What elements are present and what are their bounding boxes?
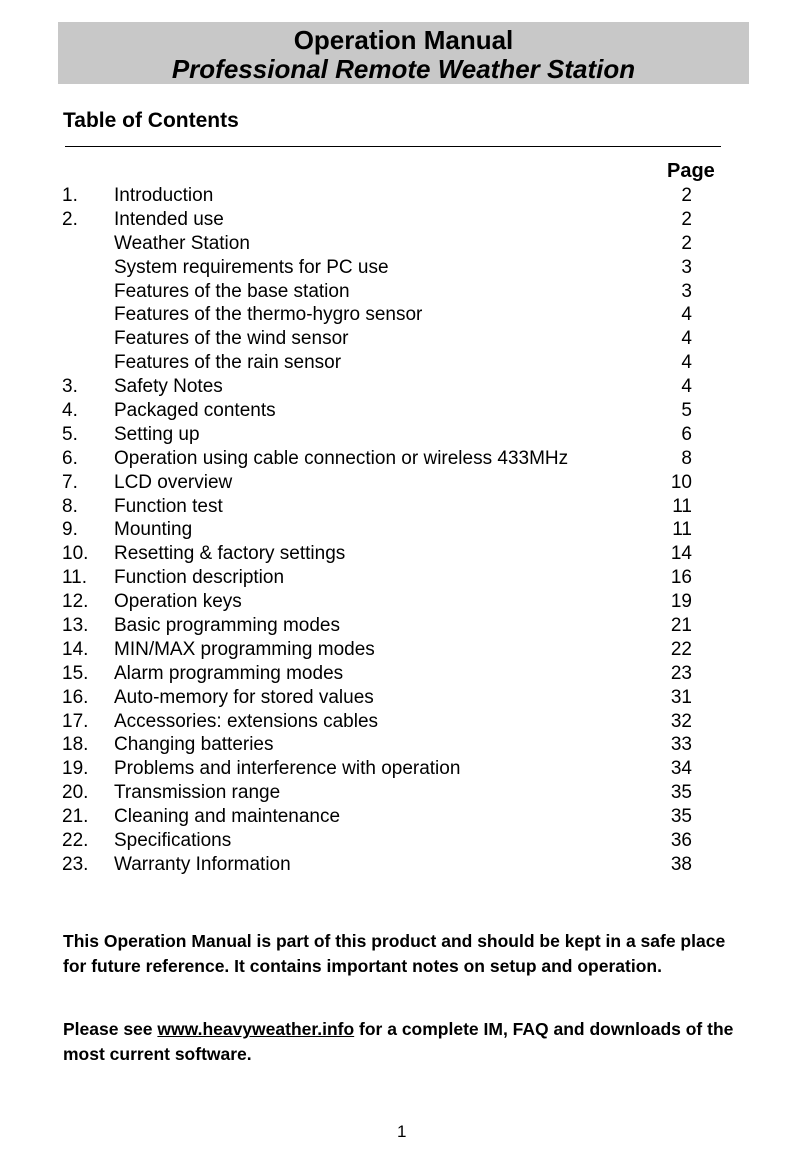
toc-entry-page: 3 — [681, 256, 692, 278]
toc-entry-page: 22 — [670, 638, 692, 660]
toc-entry[interactable] — [62, 733, 692, 757]
toc-entry-page: 10 — [670, 471, 692, 493]
toc-entry-number: 16. — [62, 686, 89, 708]
toc-entry[interactable] — [62, 256, 692, 280]
toc-entry-label: Specifications — [114, 830, 232, 852]
toc-entry-label: Accessories: extensions cables — [114, 710, 379, 732]
toc-entry[interactable] — [62, 638, 692, 662]
toc-entry-label: Features of the thermo-hygro sensor — [114, 304, 423, 326]
toc-entry-page: 4 — [681, 328, 692, 350]
toc-entry[interactable] — [62, 686, 692, 710]
toc-entry-page: 23 — [670, 662, 692, 684]
toc-entry-page: 14 — [670, 543, 692, 565]
toc-entry-page: 4 — [681, 352, 692, 374]
toc-entry[interactable] — [62, 208, 692, 232]
toc-entry[interactable] — [62, 447, 692, 471]
toc-entry-page: 2 — [681, 232, 692, 254]
toc-entry-number: 14. — [62, 638, 89, 660]
toc-entry-number: 23. — [62, 853, 89, 875]
toc-entry[interactable] — [62, 471, 692, 495]
toc-entry-number: 1. — [62, 185, 78, 206]
toc-entry-page: 11 — [672, 495, 692, 517]
toc-entry[interactable] — [62, 614, 692, 638]
toc-entry-label: Alarm programming modes — [114, 662, 344, 684]
toc-entry[interactable] — [62, 351, 692, 375]
toc-entry-label: Weather Station — [114, 232, 250, 254]
toc-entry-label: Mounting — [114, 519, 193, 541]
toc-entry-label: Warranty Information — [114, 853, 291, 875]
toc-entry-label: Operation keys — [114, 591, 242, 613]
toc-entry[interactable] — [62, 399, 692, 423]
toc-entry-page: 19 — [670, 591, 692, 613]
toc-entry-number: 3. — [62, 376, 78, 398]
toc-entry-label: Cleaning and maintenance — [114, 806, 341, 828]
toc-entry[interactable] — [62, 710, 692, 734]
toc-entry-label: System requirements for PC use — [114, 256, 389, 278]
toc-entry-label: Changing batteries — [114, 734, 274, 756]
document-subtitle: Professional Remote Weather Station — [171, 54, 636, 84]
toc-entry-number: 12. — [62, 591, 89, 613]
toc-entry-label: Function description — [114, 567, 285, 589]
toc-entry-number: 20. — [62, 782, 89, 804]
toc-entry[interactable] — [62, 423, 692, 447]
toc-entry-number: 8. — [62, 495, 78, 517]
toc-entry[interactable] — [62, 495, 692, 519]
toc-entry-label: Features of the wind sensor — [114, 328, 349, 350]
toc-entry[interactable] — [62, 781, 692, 805]
toc-entry-number: 7. — [62, 471, 78, 493]
toc-entry-number: 13. — [62, 615, 89, 637]
toc-entry[interactable] — [62, 518, 692, 542]
toc-entry-page: 34 — [670, 758, 692, 780]
toc-entry-label: LCD overview — [114, 471, 233, 493]
toc-entry[interactable] — [62, 280, 692, 304]
toc-entry-page: 5 — [681, 400, 692, 422]
toc-entry-label: Operation using cable connection or wireless 433MHz — [114, 447, 569, 469]
toc-entry-page: 31 — [670, 686, 692, 708]
toc-entry-label: Setting up — [114, 423, 200, 445]
toc-entry-page: 35 — [670, 806, 692, 828]
toc-entry-page: 35 — [670, 782, 692, 804]
toc-entry-label: Basic programming modes — [114, 615, 340, 637]
note-website — [63, 1017, 753, 1067]
toc-entry-page: 32 — [670, 710, 692, 732]
toc-entry-label: Auto-memory for stored values — [114, 686, 374, 708]
toc-entry-page: 2 — [681, 185, 692, 206]
toc-entry-page: 8 — [681, 447, 692, 469]
note-website-suffix: for a complete IM, FAQ and downloads of the most current software. — [63, 1019, 734, 1064]
page-column-label: Page — [667, 160, 715, 182]
toc-heading: Table of Contents — [63, 109, 239, 132]
toc-entry-page: 4 — [681, 376, 692, 398]
toc-entry[interactable] — [62, 829, 692, 853]
toc-entry-page: 3 — [681, 280, 692, 302]
toc-entry-page: 2 — [681, 208, 692, 230]
toc-entry-number: 10. — [62, 543, 89, 565]
toc-entry[interactable] — [62, 757, 692, 781]
toc-entry[interactable] — [62, 662, 692, 686]
toc-entry-number: 5. — [62, 423, 78, 445]
toc-entry-number: 4. — [62, 400, 78, 422]
toc-entry-page: 16 — [670, 567, 692, 589]
toc-entry-page: 21 — [670, 615, 692, 637]
toc-entry[interactable] — [62, 375, 692, 399]
toc-entry-label: Features of the rain sensor — [114, 352, 342, 374]
toc-entry-number: 2. — [62, 208, 78, 230]
toc-list — [62, 184, 692, 877]
toc-entry-label: Function test — [114, 495, 223, 517]
toc-entry-label: Introduction — [114, 185, 214, 206]
toc-entry-label: Packaged contents — [114, 400, 276, 422]
toc-entry-number: 17. — [62, 710, 89, 732]
toc-entry[interactable] — [62, 327, 692, 351]
note-keep-manual: This Operation Manual is part of this product and should be kept in a safe place for future reference. It contains important notes on setup and operation. — [63, 931, 726, 976]
toc-entry-page: 33 — [670, 734, 692, 756]
toc-entry-number: 18. — [62, 734, 89, 756]
toc-entry-label: Problems and interference with operation — [114, 758, 461, 780]
toc-entry[interactable] — [62, 805, 692, 829]
toc-entry[interactable] — [62, 184, 692, 208]
toc-entry[interactable] — [62, 542, 692, 566]
title-banner — [58, 22, 749, 84]
toc-entry[interactable] — [62, 590, 692, 614]
toc-entry-number: 9. — [62, 519, 78, 541]
page-number: 1 — [397, 1122, 407, 1141]
toc-entry-label: Resetting & factory settings — [114, 543, 346, 565]
document-title: Operation Manual — [293, 25, 514, 55]
divider — [65, 146, 721, 147]
toc-entry-number: 19. — [62, 758, 89, 780]
toc-entry-page: 11 — [672, 519, 692, 541]
toc-entry[interactable] — [62, 303, 692, 327]
note-website-prefix: Please see — [63, 1019, 158, 1039]
toc-entry-label: Transmission range — [114, 782, 281, 804]
toc-entry[interactable] — [62, 232, 692, 256]
toc-entry-number: 6. — [62, 447, 78, 469]
toc-entry[interactable] — [62, 566, 692, 590]
toc-entry-page: 38 — [670, 853, 692, 875]
toc-entry-page: 36 — [670, 830, 692, 852]
toc-entry-label: Safety Notes — [114, 376, 223, 398]
toc-entry-label: Features of the base station — [114, 280, 350, 302]
toc-entry-number: 22. — [62, 830, 89, 852]
website-link[interactable]: www.heavyweather.info — [157, 1019, 355, 1039]
toc-entry-number: 15. — [62, 662, 89, 684]
toc-entry-page: 4 — [681, 304, 692, 326]
toc-entry-page: 6 — [681, 423, 692, 445]
toc-entry-label: Intended use — [114, 208, 224, 230]
toc-entry-label: MIN/MAX programming modes — [114, 638, 375, 660]
toc-entry-number: 21. — [62, 806, 89, 828]
toc-entry[interactable] — [62, 853, 692, 877]
toc-entry-number: 11. — [62, 567, 88, 589]
